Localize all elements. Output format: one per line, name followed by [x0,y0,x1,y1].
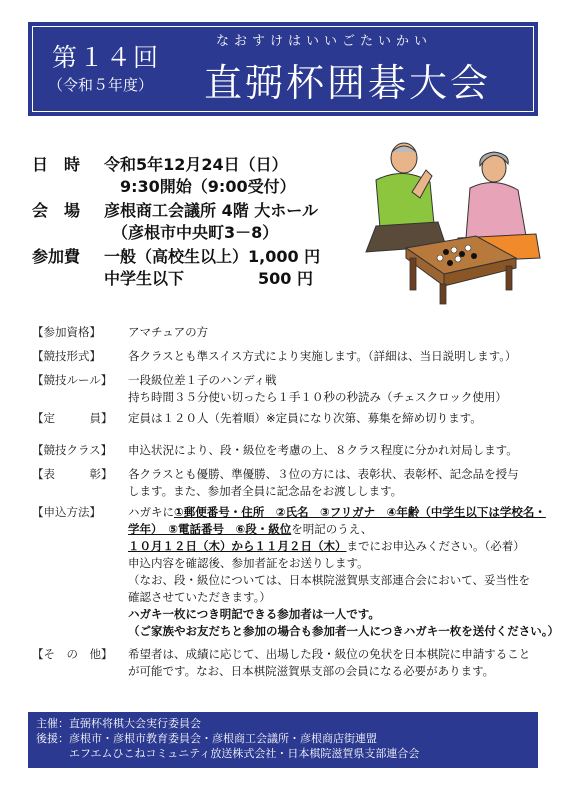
apply-one-per-card: ハガキ一枚につき明記できる参加者は一人です。 [128,607,380,621]
apply-confirm: 申込内容を確認後、参加者証をお送りします。 [128,556,369,570]
organizer: 主催：直弼杯将棋大会実行委員会 [36,717,201,730]
other-line-2: が可能です。なお、日本棋院滋賀県支部の会員になる必要があります。 [128,664,495,678]
apply-note-2: 確認させていただきます。） [128,590,271,604]
supporters-1: 後援：彦根市・彦根市教育委員会・彦根商工会議所・彦根商店街連盟 [36,732,377,745]
supporters-2: エフエムひこねコミュニティ放送株式会社・日本棋院滋賀県支部連合会 [36,747,420,760]
apply-dates: １０月１２日（木）から１１月２日（木） [128,539,347,553]
award-line-2: します。また、参加者全員に記念品をお渡しします。 [128,484,403,498]
rules-line-1: 一段級位差１子のハンディ戦 [128,373,277,387]
go-players-illustration [346,140,542,308]
fee-label: 参加費 [32,247,81,266]
qualification-label: 【参加資格】 [32,325,101,339]
fee-general: 一般（高校生以上）1,000 円 [104,247,321,266]
qualification-text: アマチュアの方 [128,325,209,339]
rules-label: 【競技ルール】 [32,373,113,387]
other-label: 【そ の 他】 [32,647,113,661]
title-ruby: なおすけはいいごたいかい [216,34,433,49]
award-label: 【表 彰】 [32,467,113,481]
other-line-1: 希望者は、成績に応じて、出場した段・級位の免状を日本棋院に申請すること [128,647,531,661]
header-banner [28,22,538,116]
venue-value: 彦根商工会議所 4階 大ホール [104,201,318,220]
rules-line-2: 持ち時間３５分使い切ったら１手１０秒の秒読み（チェスクロック使用） [128,390,507,404]
edition-number: 第１４回 [52,43,161,72]
man-figure [366,143,446,252]
date-label: 日 時 [32,155,81,174]
capacity-text: 定員は１２０人（先着順）※定員になり次第、募集を締め切ります。 [128,411,482,425]
class-label: 【競技クラス】 [32,443,113,457]
apply-prefix: ハガキに [128,505,174,519]
apply-family-note: （ご家族やお友だちと参加の場合も参加者一人につきハガキ一枚を送付ください。） [128,624,560,638]
apply-deadline-note: までにお申込みください。（必着） [346,539,525,553]
era-year: （令和５年度） [48,76,154,94]
apply-label: 【申込方法】 [32,505,101,519]
format-label: 【競技形式】 [32,349,101,363]
apply-items-suffix: を明記のうえ、 [291,522,373,536]
date-value: 令和5年12月24日（日） [104,155,288,174]
footer-organizers [28,712,538,768]
page-title: 直弼杯囲碁大会 [204,61,492,105]
capacity-label: 【定 員】 [32,411,113,425]
class-text: 申込状況により、段・級位を考慮の上、８クラス程度に分かれ対局します。 [128,443,518,457]
fee-junior-value: 500 円 [258,269,313,288]
fee-junior-label: 中学生以下 [104,269,185,288]
venue-address: （彦根市中央町3－8） [112,223,279,242]
format-text: 各クラスとも準スイス方式により実施します。（詳細は、当日説明します。） [128,349,517,363]
apply-items-1: ①郵便番号・住所 ②氏名 ③フリガナ ④年齢（中学生以下は学校名・ [174,505,546,519]
venue-label: 会 場 [32,201,81,220]
award-line-1: 各クラスとも優勝、準優勝、３位の方には、表彰状、表彰杯、記念品を授与 [128,467,519,481]
time-value: 9:30開始（9:00受付） [120,177,296,196]
apply-items-2: 学年） ⑤電話番号 ⑥段・級位 [128,522,292,536]
apply-note-1: （なお、段・級位については、日本棋院滋賀県支部連合会において、妥当性を [128,573,531,587]
